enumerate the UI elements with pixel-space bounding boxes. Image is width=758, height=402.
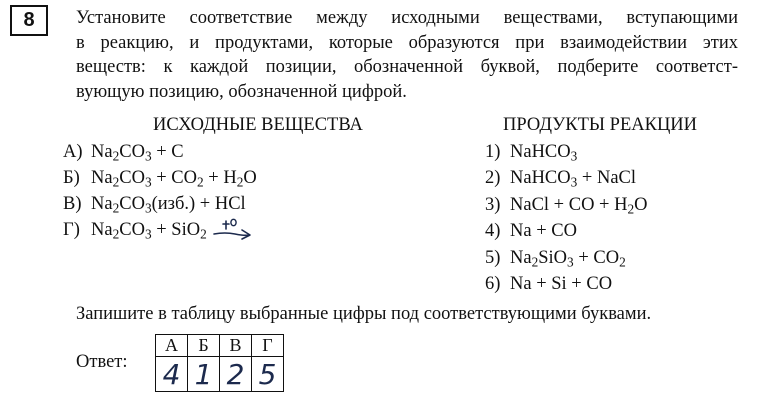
answer-letter-cell: В bbox=[220, 335, 252, 357]
reactant-item bbox=[63, 191, 393, 217]
task-number: 8 bbox=[23, 9, 35, 31]
products-header: ПРОДУКТЫ РЕАКЦИИ bbox=[503, 115, 698, 135]
product-item bbox=[485, 192, 755, 218]
product-formula: NaHCO$_3$ bbox=[510, 142, 578, 164]
task-text-line: веществ: к каждой позиции, обозначенной буквой, подберите соответст- bbox=[76, 57, 738, 77]
product-formula: Na + CO bbox=[510, 221, 577, 242]
product-formula: NaCl + CO + $H_2O$ bbox=[510, 194, 648, 217]
instruction-text: Запишите в таблицу выбранные цифры под соответствующими буквами. bbox=[76, 304, 652, 324]
reactant-formula: $Na_2CO_3 + CO_2 + H_2O$ bbox=[91, 168, 257, 190]
product-item bbox=[485, 165, 755, 191]
product-label: 6) bbox=[485, 274, 501, 295]
answer-table bbox=[155, 334, 284, 392]
reactant-item bbox=[63, 165, 393, 191]
reactant-formula: $Na_2CO_3 + C$ bbox=[91, 142, 184, 164]
answer-letter-cell: Б bbox=[188, 335, 220, 357]
product-label: 5) bbox=[485, 247, 501, 268]
products-list bbox=[485, 139, 755, 297]
reactant-formula: $Na_2CO_3 + SiO_2$ bbox=[91, 220, 207, 242]
answer-letter-cell: Г bbox=[252, 335, 284, 357]
reactants-header: ИСХОДНЫЕ ВЕЩЕСТВА bbox=[153, 115, 363, 135]
product-formula: Na + Si + CO bbox=[510, 274, 613, 295]
reactant-item bbox=[63, 217, 393, 243]
task-text-line: в реакцию, и продуктами, которые образуются при взаимодействии этих bbox=[76, 32, 738, 53]
answer-label: Ответ: bbox=[76, 352, 128, 372]
reactant-label: Г) bbox=[63, 220, 80, 240]
task-text bbox=[76, 6, 738, 104]
handwritten-heat-arrow-icon bbox=[211, 217, 253, 243]
product-label: 2) bbox=[485, 168, 501, 189]
product-formula: NaHCO$_3$ + NaCl bbox=[510, 168, 637, 190]
reactant-item bbox=[63, 139, 393, 165]
answer-table-header-row bbox=[156, 335, 284, 357]
answer-table-digits-row bbox=[156, 357, 284, 392]
product-item bbox=[485, 218, 755, 244]
answer-digit-cell[interactable]: 5 bbox=[252, 357, 284, 392]
product-item bbox=[485, 139, 755, 165]
reactant-label: В) bbox=[63, 194, 82, 214]
reactant-label: А) bbox=[63, 142, 83, 162]
task-text-line: вующую позицию, обозначенной цифрой. bbox=[76, 81, 407, 102]
answer-digit-cell[interactable]: 4 bbox=[156, 357, 188, 392]
task-number-box bbox=[10, 5, 48, 36]
answer-digit-cell[interactable]: 2 bbox=[220, 357, 252, 392]
answer-digit-cell[interactable]: 1 bbox=[188, 357, 220, 392]
product-item bbox=[485, 245, 755, 271]
reactants-list bbox=[63, 139, 393, 243]
product-label: 4) bbox=[485, 221, 501, 242]
task-text-line: Установите соответствие между исходными веществами, вступающими bbox=[76, 8, 738, 28]
product-formula: $Na_2SiO_3 + CO_2$ bbox=[510, 247, 626, 269]
product-item bbox=[485, 271, 755, 297]
product-label: 1) bbox=[485, 142, 501, 162]
answer-letter-cell: А bbox=[156, 335, 188, 357]
product-label: 3) bbox=[485, 194, 501, 215]
reactant-label: Б) bbox=[63, 168, 80, 188]
reactant-formula: $Na_2CO_3(изб.)$ + HCl bbox=[91, 194, 246, 216]
